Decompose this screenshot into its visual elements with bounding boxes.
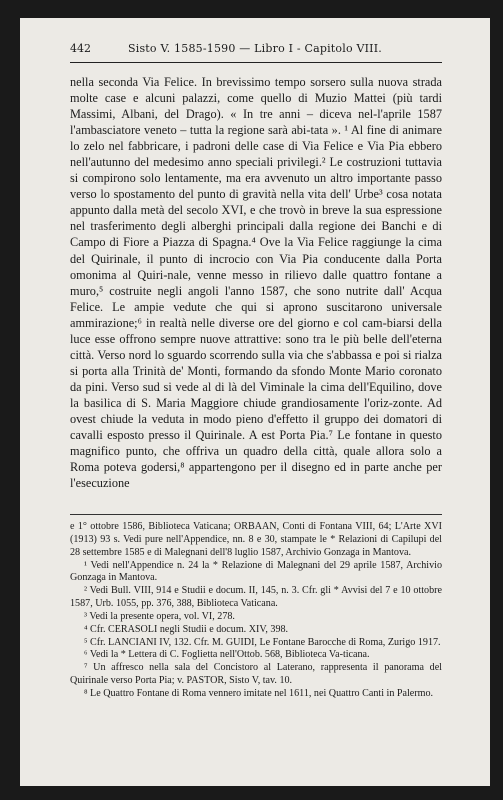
footnote-1: ¹ Vedi nell'Appendice n. 24 la * Relazione di Malegnani del 29 aprile 1587, Archivio Gonzaga in Mantova. <box>70 559 442 584</box>
header-rule <box>70 62 442 63</box>
footnote-5: ⁵ Cfr. LANCIANI IV, 132. Cfr. M. GUIDI, Le Fontane Barocche di Roma, Zurigo 1917. <box>84 636 441 648</box>
footnotes <box>70 521 442 701</box>
footnote-4: ⁴ Cfr. CERASOLI negli Studii e docum. XIV, 398. <box>84 623 289 635</box>
footnote-6: ⁶ Vedi la * Lettera di C. Foglietta nell'Ottob. 568, Biblioteca Va-ticana. <box>84 649 370 661</box>
running-title: Sisto V. 1585-1590 — Libro I - Capitolo VIII. <box>128 42 382 55</box>
footnote-continued: e 1° ottobre 1586, Biblioteca Vaticana; ORBAAN, Conti di Fontana VIII, 64; L'Arte XVI (1913) 93 s. Vedi pure nell'Appendice, nn. 8 e 30, stampate le * Relazioni di Capilupi del 28 settembre 1585 e di Malegnani dell'8 luglio 1587, Archivio Gonzaga in Mantova. <box>70 521 442 558</box>
main-text <box>70 74 442 491</box>
footnote-2: ² Vedi Bull. VIII, 914 e Studii e docum. II, 145, n. 3. Cfr. gli * Avvisi del 7 e 10 ottobre 1587, Urb. 1055, pp. 376, 388, Biblioteca Vaticana. <box>70 585 442 610</box>
body-paragraph: nella seconda Via Felice. In brevissimo tempo sorsero sulla nuova strada molte case e alcuni palazzi, come quello di Muzio Mattei (più tardi Massimi, Albani, del Drago). « In tre anni – diceva nel-l'aprile 1587 l'ambasciatore veneto – tutta la regione sarà abi-tata ». ¹ Al fine di animare lo zelo nel fabbricare, i padroni delle case di Via Felice e Via Pia ebbero nell'autunno del medesimo anno speciali privilegi.² Le costruzioni tuttavia si compirono solo lentamente, ma era avvenuto un altro importante passo verso lo spostamento del punto di gravità nella vita dell' Urbe³ cosa notata appunto dalla metà del secolo XVI, e che trovò in breve la sua espressione nel trasferimento degli alberghi principali dalla regione dei Banchi e di Campo di Fiore a Piazza di Spagna.⁴ Ove la Via Felice raggiunge la cima del Quirinale, il punto di incrocio con Via Pia conducente dalla Porta omonima al Quiri-nale, venne messo in rilievo dalle quattro fontane a muro,⁵ costruite negli angoli l'anno 1587, che sono nutrite dall' Acqua Felice. Le ampie vedute che qui si aprono suscitarono universale ammirazione;⁶ in realtà nelle diverse ore del giorno e col cam-biarsi della luce esse offrono sempre nuove attrattive: sono tra le più belle dell'eterna città. Verso nord lo sguardo scorrendo sulla via che s'abbassa e poi si rialza si porta alla Trinità de' Monti, formando da sfondo Monte Mario coronato da pini. Verso sud si vede al di là del Viminale la cima dell'Equilino, dove la basilica di S. Maria Maggiore chiude grandiosamente l'oriz-zonte. Ad ovest chiude la veduta in modo pieno d'effetto il gruppo dei domatori di cavalli esposto presso il Quirinale. A est Porta Pia.⁷ Le fontane in questo magnifico punto, che offriva un quadro della città, quale allora solo a Roma poteva godersi,⁸ appartengono per il disegno ed in parte anche per l'esecuzione <box>70 75 442 491</box>
page-number: 442 <box>70 42 91 55</box>
footnote-7: ⁷ Un affresco nella sala del Concistoro al Laterano, rappresenta il panorama del Quirinale verso Porta Pia; v. PASTOR, Sisto V, tav. 10. <box>70 662 442 687</box>
footnote-rule <box>70 514 442 515</box>
footnote-3: ³ Vedi la presente opera, vol. VI, 278. <box>84 610 235 622</box>
footnote-8: ⁸ Le Quattro Fontane di Roma vennero imitate nel 1611, nei Quattro Canti in Palermo. <box>84 687 434 699</box>
book-page <box>20 18 490 786</box>
